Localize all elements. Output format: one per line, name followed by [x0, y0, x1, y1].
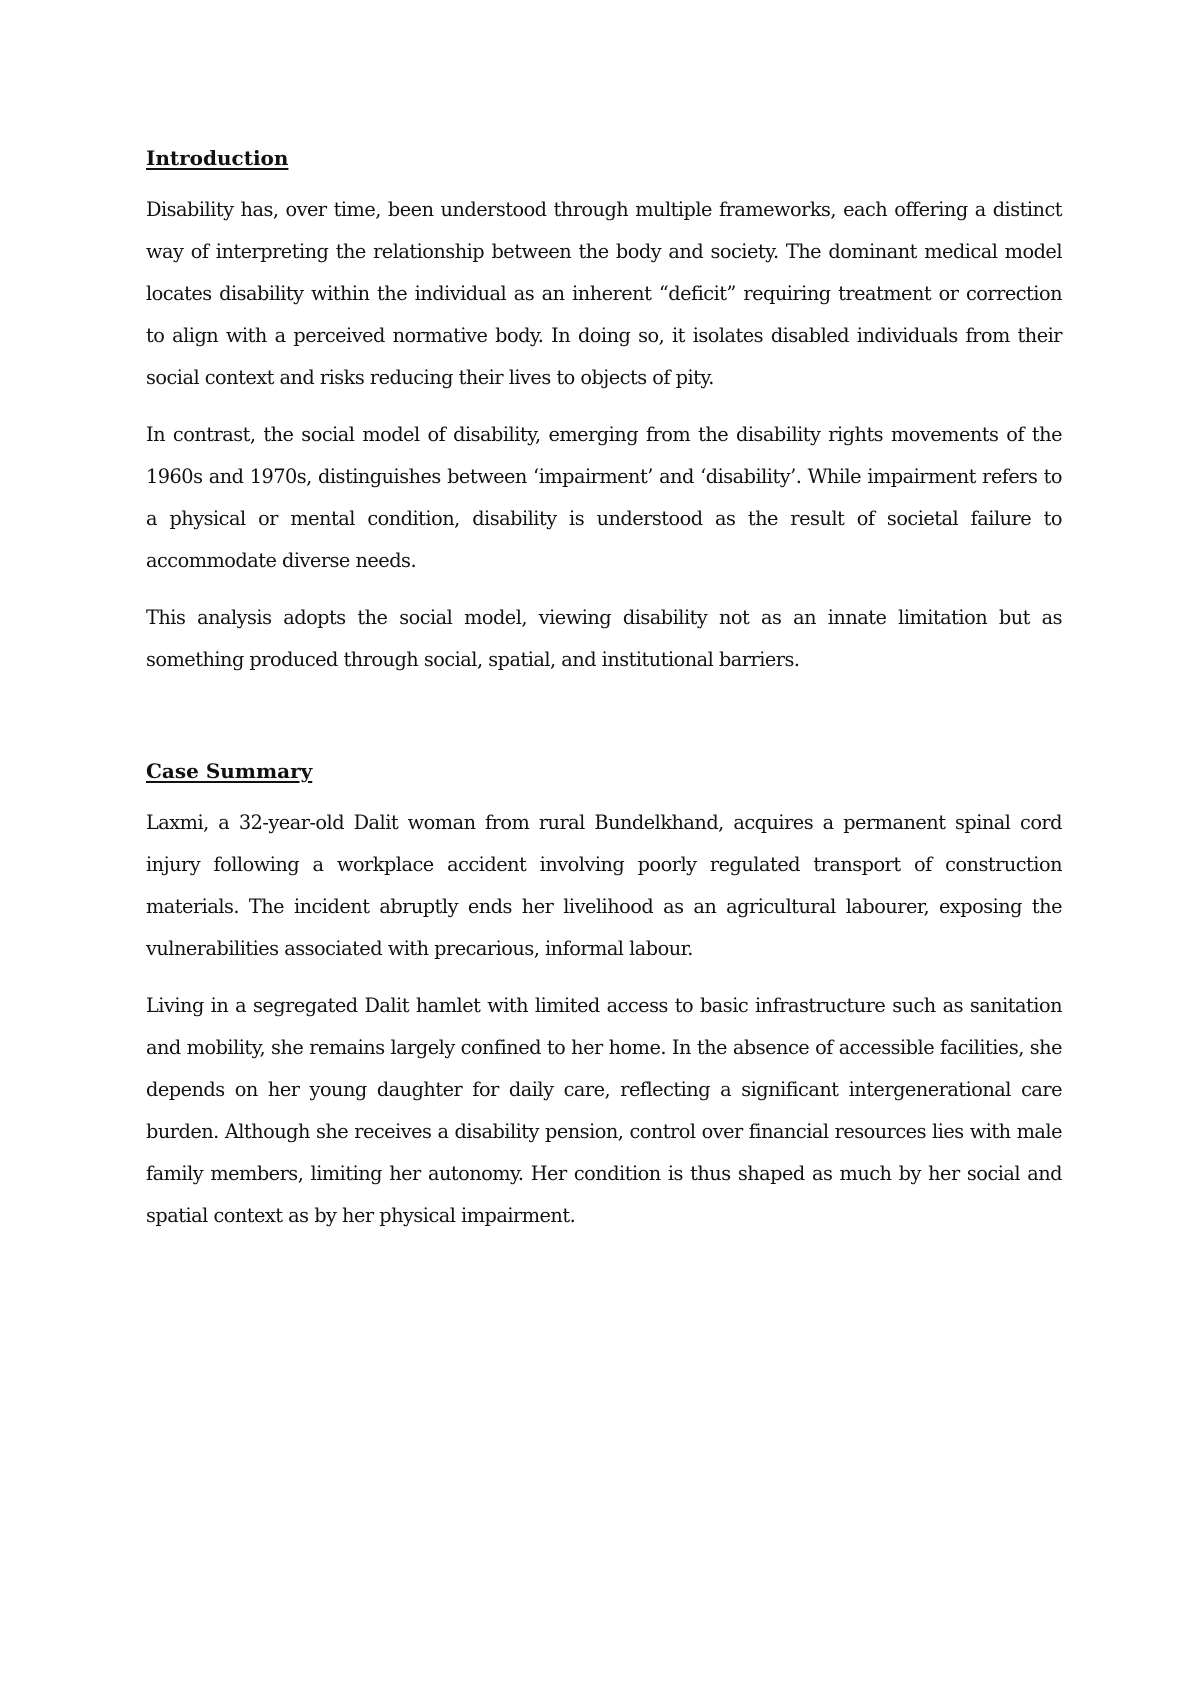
case-summary-section	[146, 759, 1062, 1237]
case-summary-heading: Case Summary	[146, 759, 313, 783]
case-summary-paragraph-1: Laxmi, a 32-year-old Dalit woman from rural Bundelkhand, acquires a permanent spinal cord injury following a workplace accident involving poorly regulated transport of construction materials. The incident abruptly ends her livelihood as an agricultural labourer, exposing the vulnerabilities associated with precarious, informal labour.	[146, 811, 1062, 960]
introduction-heading: Introduction	[146, 146, 289, 170]
document-page	[146, 146, 1062, 1252]
introduction-paragraph-3: This analysis adopts the social model, viewing disability not as an innate limitation but as something produced through social, spatial, and institutional barriers.	[146, 606, 1062, 671]
case-summary-paragraph-2: Living in a segregated Dalit hamlet with limited access to basic infrastructure such as sanitation and mobility, she remains largely confined to her home. In the absence of accessible facilities, she depends on her young daughter for daily care, reflecting a significant intergenerational care burden. Although she receives a disability pension, control over financial resources lies with male family members, limiting her autonomy. Her condition is thus shaped as much by her social and spatial context as by her physical impairment.	[146, 994, 1062, 1227]
introduction-paragraph-1: Disability has, over time, been understood through multiple frameworks, each offering a distinct way of interpreting the relationship between the body and society. The dominant medical model locates disability within the individual as an inherent “deficit” requiring treatment or correction to align with a perceived normative body. In doing so, it isolates disabled individuals from their social context and risks reducing their lives to objects of pity.	[146, 198, 1062, 389]
introduction-section	[146, 146, 1062, 681]
introduction-paragraph-2: In contrast, the social model of disability, emerging from the disability rights movements of the 1960s and 1970s, distinguishes between ‘impairment’ and ‘disability’. While impairment refers to a physical or mental condition, disability is understood as the result of societal failure to accommodate diverse needs.	[146, 423, 1062, 572]
section-divider-space	[146, 696, 1062, 759]
